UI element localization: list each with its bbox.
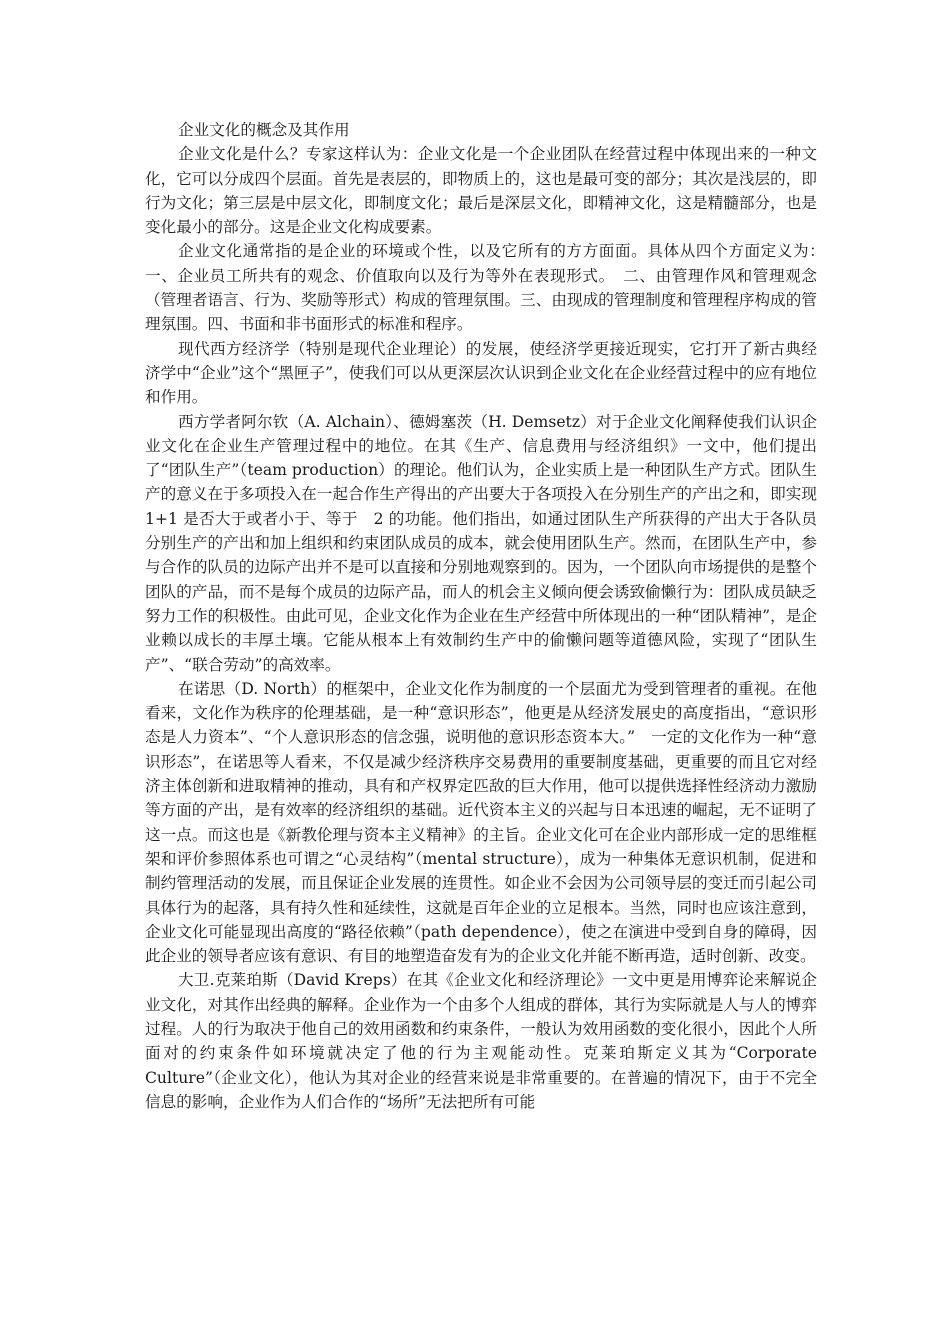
paragraph-kreps: 大卫.克莱珀斯（David Kreps）在其《企业文化和经济理论》一文中更是用博弈论来解说企业文化，对其作出经典的解释。企业作为一个由多个人组成的群体，其行为实际就是人与人的博弈过程。人的行为取决于他自己的效用函数和约束条件，一般认为效用函数的变化很小，因此个人所面对的约束条件如环境就决定了他的行为主观能动性。克莱珀斯定义其为“Corporate Culture”（企业文化），他认为其对企业的经营来说是非常重要的。在普遍的情况下，由于不完全信息的影响，企业作为人们合作的“场所”无法把所有可能: [145, 971, 817, 1111]
document-page: [145, 118, 833, 1114]
paragraph-north: 在诺思（D. North）的框架中，企业文化作为制度的一个层面尤为受到管理者的重视。在他看来，文化作为秩序的伦理基础，是一种“意识形态”，他更是从经济发展史的高度指出，“意识形态是人力资本”、“个人意识形态的信念强，说明他的意识形态资本大。” 一定的文化作为一种“意识形态”，在诺思等人看来，不仅是减少经济秩序交易费用的重要制度基础，更重要的而且它对经济主体创新和进取精神的推动，具有和产权界定匹敌的巨大作用，他可以提供选择性经济动力激励等方面的产出，是有效率的经济组织的基础。近代资本主义的兴起与日本迅速的崛起，无不证明了这一点。而这也是《新教伦理与资本主义精神》的主旨。企业文化可在企业内部形成一定的思维框架和评价参照体系也可谓之“心灵结构”（mental structure），成为一种集体无意识机制，促进和制约管理活动的发展，而且保证企业发展的连贯性。如企业不会因为公司领导层的变迁而引起公司具体行为的起落，具有持久性和延续性，这就是百年企业的立足根本。当然，同时也应该注意到，企业文化可能显现出高度的“路径依赖”（path dependence），使之在演进中受到自身的障碍，因此企业的领导者应该有意识、有目的地塑造奋发有为的企业文化并能不断再造，适时创新、改变。: [145, 679, 817, 966]
paragraph-modern-economics: 现代西方经济学（特别是现代企业理论）的发展，使经济学更接近现实，它打开了新古典经济学中“企业”这个“黑匣子”，使我们可以从更深层次认识到企业文化在企业经营过程中的应有地位和作用。: [145, 339, 817, 407]
paragraph-alchain-demsetz: 西方学者阿尔钦（A. Alchain）、德姆塞茨（H. Demsetz）对于企业文化阐释使我们认识企业文化在企业生产管理过程中的地位。在其《生产、信息费用与经济组织》一文中，他们提出了“团队生产”（team production）的理论。他们认为，企业实质上是一种团队生产方式。团队生产的意义在于多项投入在一起合作生产得出的产出要大于各项投入在分别生产的产出之和，即实现 1+1 是否大于或者小于、等于 2 的功能。他们指出，如通过团队生产所获得的产出大于各队员分别生产的产出和加上组织和约束团队成员的成本，就会使用团队生产。然而，在团队生产中，参与合作的队员的边际产出并不是可以直接和分别地观察到的。因为，一个团队向市场提供的是整个团队的产品，而不是每个成员的边际产品，而人的机会主义倾向便会诱致偷懒行为：团队成员缺乏努力工作的积极性。由此可见，企业文化作为企业在生产经营中所体现出的一种“团队精神”，是企业赖以成长的丰厚土壤。它能从根本上有效制约生产中的偷懒问题等道德风险，实现了“团队生产”、“联合劳动”的高效率。: [145, 412, 817, 674]
paragraph-definition: 企业文化是什么？专家这样认为：企业文化是一个企业团队在经营过程中体现出来的一种文化，它可以分成四个层面。首先是表层的，即物质上的，这也是最可变的部分；其次是浅层的，即行为文化；第三层是中层文化，即制度文化；最后是深层文化，即精神文化，这是精髓部分，也是变化最小的部分。这是企业文化构成要素。: [145, 145, 817, 237]
document-title: 企业文化的概念及其作用: [178, 121, 350, 139]
paragraph-four-aspects: 企业文化通常指的是企业的环境或个性，以及它所有的方方面面。具体从四个方面定义为： 一、企业员工所共有的观念、价值取向以及行为等外在表现形式。 二、由管理作风和管理观念（管理者语言、行为、奖励等形式）构成的管理氛围。三、由现成的管理制度和管理程序构成的管理氛围。四、书面和非书面形式的标准和程序。: [145, 242, 833, 334]
